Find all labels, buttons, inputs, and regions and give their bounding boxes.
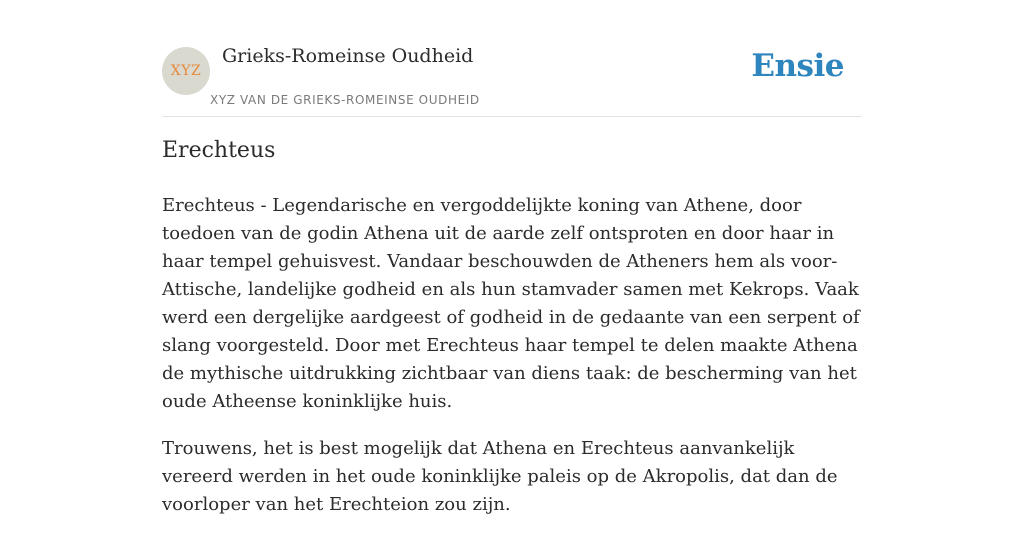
site-title[interactable]: Grieks-Romeinse Oudheid xyxy=(222,45,474,67)
page xyxy=(162,0,862,515)
article-paragraph: Erechteus - Legendarische en vergoddelijkte koning van Athene, door toedoen van de godin Athena uit de aarde zelf ontsproten en door haar in haar tempel gehuisvest. Vandaar beschouwden de Atheners hem als voor-Attische, landelijke godheid en als hun stamvader samen met Kekrops. Vaak werd een dergelijke aardgeest of godheid in de gedaante van een serpent of slang voorgesteld. Door met Erechteus haar tempel te delen maakte Athena de mythische uitdrukking zichtbaar van diens taak: de bescherming van het oude Atheense koninklijke huis. xyxy=(162,195,860,412)
header xyxy=(162,0,862,117)
site-subtitle: XYZ VAN DE GRIEKS-ROMEINSE OUDHEID xyxy=(210,93,480,107)
brand-logo[interactable]: Ensie xyxy=(751,48,844,84)
article-body xyxy=(162,192,862,538)
article-title: Erechteus xyxy=(162,138,276,163)
avatar-label: XYZ xyxy=(170,63,202,79)
avatar[interactable] xyxy=(162,47,210,95)
article-paragraph: Trouwens, het is best mogelijk dat Athena en Erechteus aanvankelijk vereerd werden in het oude koninklijke paleis op de Akropolis, dat dan de voorloper van het Erechteion zou zijn. xyxy=(162,438,838,515)
